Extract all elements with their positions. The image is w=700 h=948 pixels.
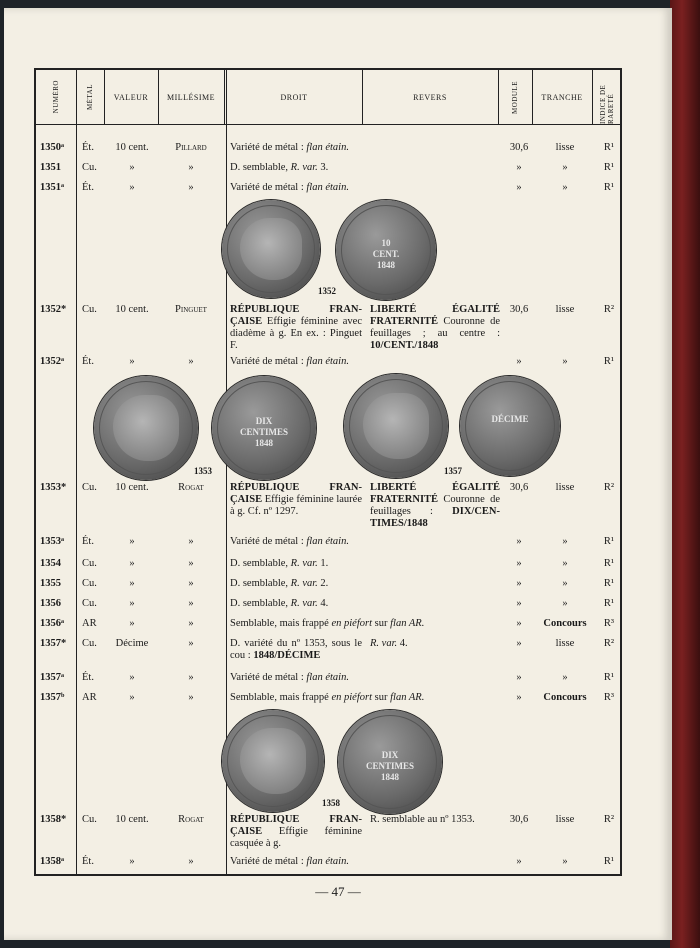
row-module: 30,6	[509, 482, 529, 493]
row-numero: 1354	[40, 558, 61, 569]
row-metal: Ét.	[82, 356, 94, 367]
row-tranche: »	[562, 356, 568, 367]
header-droit: DROIT	[280, 92, 308, 102]
row-tranche: »	[562, 598, 568, 609]
row-rarete: R¹	[603, 578, 615, 589]
row-metal: Cu.	[82, 162, 97, 173]
coin-1352-obverse	[222, 200, 320, 298]
row-module: »	[516, 356, 522, 367]
row-millesime: »	[188, 672, 194, 683]
row-metal: Ét.	[82, 142, 94, 153]
row-droit: Variété de métal : flan étain.	[230, 182, 349, 193]
row-numero: 1351ᵃ	[40, 182, 65, 193]
row-module: 30,6	[509, 142, 529, 153]
row-revers: R. semblable au nº 1353.	[370, 814, 475, 825]
row-module: »	[516, 182, 522, 193]
row-rarete: R¹	[603, 856, 615, 867]
coin-1352-reverse: 10 CENT. 1848	[336, 200, 436, 300]
row-valeur: »	[129, 356, 135, 367]
row-droit: RÉPUBLIQUE FRAN-ÇAISE Effigie féminine casquée à g.	[230, 814, 362, 849]
row-millesime: Rogat	[178, 482, 204, 493]
row-tranche: lisse	[555, 638, 575, 649]
row-numero: 1358*	[40, 814, 67, 825]
row-droit: Variété de métal : flan étain.	[230, 856, 349, 867]
row-numero: 1356	[40, 598, 61, 609]
catalog-table	[34, 68, 622, 876]
row-tranche: lisse	[555, 482, 575, 493]
row-revers: R. var. 4.	[370, 638, 408, 649]
row-millesime: Pinguet	[175, 304, 207, 315]
row-numero: 1357ᵃ	[40, 672, 65, 683]
row-droit: Variété de métal : flan étain.	[230, 672, 349, 683]
row-numero: 1352ᵃ	[40, 356, 65, 367]
row-millesime: »	[188, 162, 194, 173]
row-module: »	[516, 558, 522, 569]
row-rarete: R¹	[603, 558, 615, 569]
row-module: »	[516, 598, 522, 609]
row-metal: Cu.	[82, 482, 97, 493]
row-rarete: R¹	[603, 672, 615, 683]
row-millesime: »	[188, 356, 194, 367]
row-droit: D. semblable, R. var. 2.	[230, 578, 329, 589]
row-millesime: »	[188, 692, 194, 703]
row-millesime: »	[188, 598, 194, 609]
row-tranche: lisse	[555, 814, 575, 825]
row-numero: 1358ᵃ	[40, 856, 65, 867]
row-droit: Variété de métal : flan étain.	[230, 142, 349, 153]
row-rarete: R¹	[603, 142, 615, 153]
row-revers: LIBERTÉ ÉGALITÉ FRATERNITÉ Couronne de feuillages ; au centre : 10/CENT./1848	[370, 304, 500, 351]
row-valeur: Décime	[115, 638, 149, 649]
coin-label-1353: 1353	[194, 466, 212, 476]
row-valeur: »	[129, 182, 135, 193]
row-module: 30,6	[509, 814, 529, 825]
row-rarete: R³	[603, 692, 615, 703]
coin-1353-obverse	[94, 376, 198, 480]
row-metal: Ét.	[82, 536, 94, 547]
row-module: »	[516, 162, 522, 173]
coin-1357-reverse: DÉCIME	[460, 376, 560, 476]
header-numero: NUMÉRO	[52, 80, 60, 114]
header-metal: MÉTAL	[86, 83, 94, 111]
row-tranche: »	[562, 558, 568, 569]
row-valeur: 10 cent.	[115, 142, 149, 153]
row-valeur: »	[129, 672, 135, 683]
row-valeur: »	[129, 598, 135, 609]
row-millesime: »	[188, 182, 194, 193]
row-droit: Semblable, mais frappé en piéfort sur flan AR.	[230, 618, 425, 629]
row-module: »	[516, 618, 522, 629]
row-millesime: »	[188, 536, 194, 547]
row-millesime: »	[188, 578, 194, 589]
row-metal: Cu.	[82, 638, 97, 649]
coin-1353-reverse: DIX CENTIMES 1848	[212, 376, 316, 480]
row-tranche: Concours	[543, 692, 587, 703]
coin-1357-obverse	[344, 374, 448, 478]
row-millesime: »	[188, 558, 194, 569]
row-metal: Ét.	[82, 182, 94, 193]
row-droit: Variété de métal : flan étain.	[230, 536, 349, 547]
coin-label-1357: 1357	[444, 466, 462, 476]
header-tranche: TRANCHE	[541, 92, 583, 102]
row-valeur: 10 cent.	[115, 304, 149, 315]
row-valeur: »	[129, 692, 135, 703]
row-numero: 1353ᵃ	[40, 536, 65, 547]
row-numero: 1350ᵃ	[40, 142, 65, 153]
row-rarete: R²	[603, 638, 615, 649]
row-rarete: R¹	[603, 162, 615, 173]
row-tranche: »	[562, 672, 568, 683]
row-metal: Ét.	[82, 856, 94, 867]
row-tranche: lisse	[555, 142, 575, 153]
row-numero: 1357*	[40, 638, 67, 649]
row-tranche: lisse	[555, 304, 575, 315]
row-rarete: R²	[603, 814, 615, 825]
row-metal: Cu.	[82, 578, 97, 589]
row-valeur: »	[129, 618, 135, 629]
row-droit: Semblable, mais frappé en piéfort sur flan AR.	[230, 692, 425, 703]
header-valeur: VALEUR	[113, 92, 149, 102]
row-metal: Cu.	[82, 304, 97, 315]
row-droit: D. semblable, R. var. 4.	[230, 598, 329, 609]
row-module: »	[516, 536, 522, 547]
row-rarete: R¹	[603, 356, 615, 367]
row-droit: RÉPUBLIQUE FRAN-ÇAISE Effigie féminine laurée à g. Cf. nº 1297.	[230, 482, 362, 517]
table-header	[36, 70, 620, 125]
row-valeur: »	[129, 578, 135, 589]
row-metal: Ét.	[82, 672, 94, 683]
row-droit: D. semblable, R. var. 3.	[230, 162, 329, 173]
row-valeur: »	[129, 162, 135, 173]
row-module: »	[516, 672, 522, 683]
row-numero: 1352*	[40, 304, 67, 315]
book-spine	[670, 0, 700, 948]
row-valeur: »	[129, 558, 135, 569]
row-module: »	[516, 692, 522, 703]
row-rarete: R²	[603, 304, 615, 315]
row-tranche: »	[562, 856, 568, 867]
row-valeur: 10 cent.	[115, 482, 149, 493]
coin-label-1352: 1352	[318, 286, 336, 296]
row-tranche: »	[562, 536, 568, 547]
row-metal: Cu.	[82, 558, 97, 569]
row-metal: AR	[82, 692, 97, 703]
row-numero: 1356ᵃ	[40, 618, 65, 629]
row-numero: 1357ᵇ	[40, 692, 65, 703]
row-metal: Cu.	[82, 598, 97, 609]
header-rarete: INDICE DE RARETÉ	[599, 84, 615, 124]
page-number: — 47 —	[315, 884, 361, 899]
row-numero: 1355	[40, 578, 61, 589]
row-tranche: »	[562, 182, 568, 193]
row-millesime: Rogat	[178, 814, 204, 825]
header-revers: REVERS	[413, 92, 447, 102]
row-millesime: »	[188, 638, 194, 649]
row-millesime: Pillard	[175, 142, 207, 153]
row-rarete: R²	[603, 482, 615, 493]
row-millesime: »	[188, 856, 194, 867]
row-tranche: Concours	[543, 618, 587, 629]
row-valeur: »	[129, 856, 135, 867]
row-numero: 1351	[40, 162, 61, 173]
row-revers: LIBERTÉ ÉGALITÉ FRATERNITÉ Couronne de feuillages : DIX/CEN-TIMES/1848	[370, 482, 500, 529]
row-module: »	[516, 638, 522, 649]
row-module: 30,6	[509, 304, 529, 315]
row-rarete: R¹	[603, 182, 615, 193]
row-droit: D. semblable, R. var. 1.	[230, 558, 329, 569]
row-droit: Variété de métal : flan étain.	[230, 356, 349, 367]
row-rarete: R¹	[603, 536, 615, 547]
row-rarete: R³	[603, 618, 615, 629]
row-valeur: »	[129, 536, 135, 547]
row-valeur: 10 cent.	[115, 814, 149, 825]
row-module: »	[516, 856, 522, 867]
row-metal: Cu.	[82, 814, 97, 825]
coin-1358-reverse: DIX CENTIMES 1848	[338, 710, 442, 814]
row-numero: 1353*	[40, 482, 67, 493]
header-module: MODULE	[511, 80, 519, 114]
row-rarete: R¹	[603, 598, 615, 609]
catalog-page	[4, 8, 672, 940]
coin-label-1358: 1358	[322, 798, 340, 808]
coin-1358-obverse	[222, 710, 324, 812]
row-droit: RÉPUBLIQUE FRAN-ÇAISE Effigie féminine avec diadème à g. En ex. : Pinguet F.	[230, 304, 362, 351]
row-tranche: »	[562, 578, 568, 589]
row-metal: AR	[82, 618, 97, 629]
row-tranche: »	[562, 162, 568, 173]
row-module: »	[516, 578, 522, 589]
row-droit: D. variété du nº 1353, sous le cou : 1848/DÉCIME	[230, 638, 362, 661]
row-millesime: »	[188, 618, 194, 629]
header-millesime: MILLÉSIME	[166, 92, 216, 102]
